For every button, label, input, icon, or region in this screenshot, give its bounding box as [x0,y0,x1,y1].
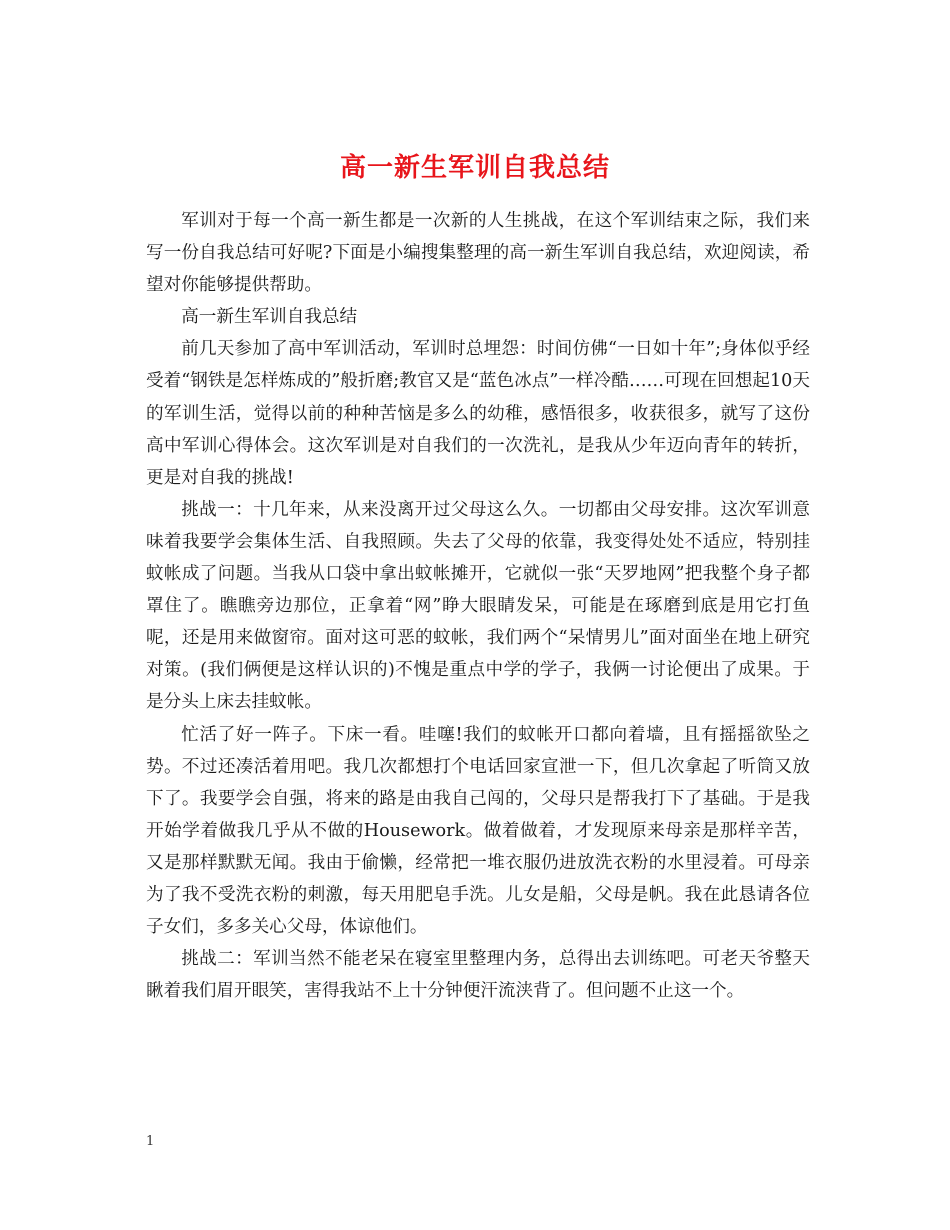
paragraph-challenge-two: 挑战二：军训当然不能老呆在寝室里整理内务，总得出去训练吧。可老天爷整天瞅着我们眉开眼笑，害得我站不上十分钟便汗流浃背了。但问题不止这一个。 [146,949,810,1002]
paragraph-intro: 军训对于每一个高一新生都是一次新的人生挑战，在这个军训结束之际，我们来写一份自我总结可好呢?下面是小编搜集整理的高一新生军训自我总结，欢迎阅读，希望对你能够提供帮助。 [146,211,810,296]
page-number: 1 [146,1134,155,1149]
page-title: 高一新生军训自我总结 [339,153,610,184]
document-body [146,205,810,1007]
paragraph-subtitle: 高一新生军训自我总结 [181,307,358,328]
paragraph-reflection: 前几天参加了高中军训活动，军训时总埋怨：时间仿佛“一日如十年”;身体似乎经受着“钢铁是怎样炼成的”般折磨;教官又是“蓝色冰点”一样冷酷……可现在回想起10天的军训生活，觉得以前的种种苦恼是多么的幼稚，感悟很多，收获很多，就写了这份高中军训心得体会。这次军训是对自我们的一次洗礼，是我从少年迈向青年的转折，更是对自我的挑战! [146,339,810,488]
paragraph-challenge-one: 挑战一：十几年来，从来没离开过父母这么久。一切都由父母安排。这次军训意味着我要学会集体生活、自我照顾。失去了父母的依靠，我变得处处不适应，特别挂蚊帐成了问题。当我从口袋中拿出蚊帐摊开，它就似一张“天罗地网”把我整个身子都罩住了。瞧瞧旁边那位，正拿着“网”睁大眼睛发呆，可能是在琢磨到底是用它打鱼呢，还是用来做窗帘。面对这可恶的蚊帐，我们两个“呆情男儿”面对面坐在地上研究对策。(我们俩便是这样认识的)不愧是重点中学的学子，我俩一讨论便出了成果。于是分头上床去挂蚊帐。 [146,499,810,713]
paragraph-housework: 忙活了好一阵子。下床一看。哇噻!我们的蚊帐开口都向着墙，且有摇摇欲坠之势。不过还凑活着用吧。我几次都想打个电话回家宣泄一下，但几次拿起了听筒又放下了。我要学会自强，将来的路是由我自己闯的，父母只是帮我打下了基础。于是我开始学着做我几乎从不做的Housework。做着做着，才发现原来母亲是那样辛苦，又是那样默默无闻。我由于偷懒，经常把一堆衣服仍进放洗衣粉的水里浸着。可母亲为了我不受洗衣粉的刺激，每天用肥皂手洗。儿女是船，父母是帆。我在此恳请各位子女们，多多关心父母，体谅他们。 [146,724,810,938]
